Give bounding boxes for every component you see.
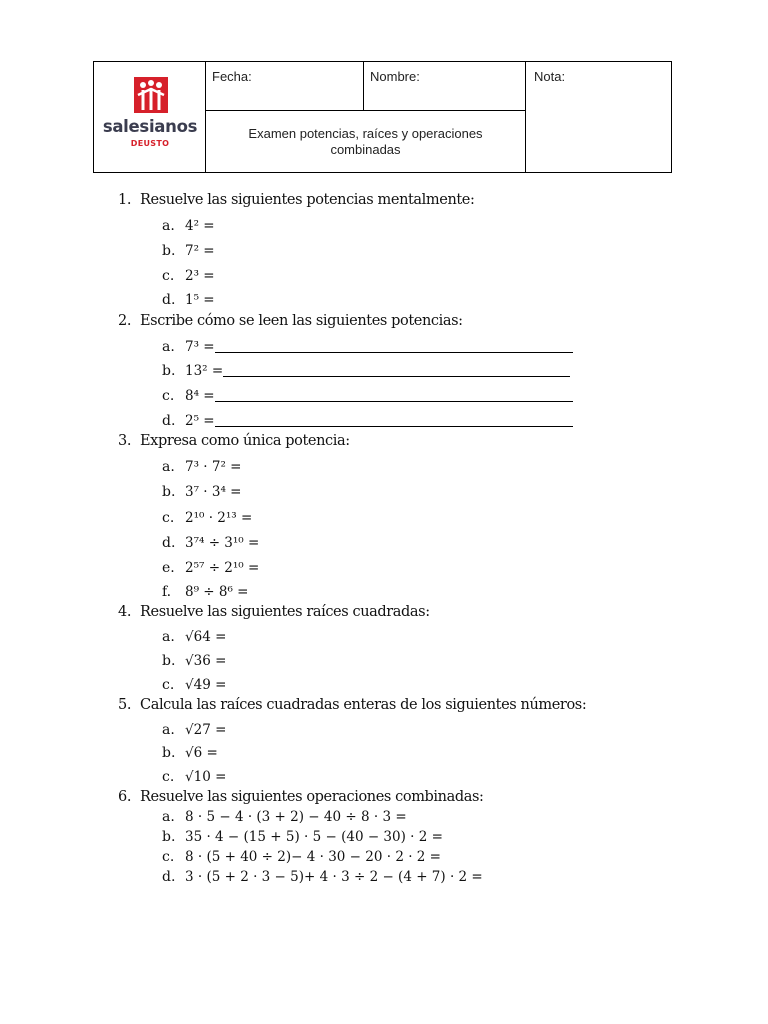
item-expression: √6 = bbox=[185, 745, 218, 761]
item-letter: d. bbox=[162, 292, 176, 308]
item-expression: 3⁷⁴ ÷ 3¹⁰ = bbox=[185, 535, 260, 551]
question-text: Calcula las raíces cuadradas enteras de los siguientes números: bbox=[140, 697, 587, 713]
item-expression: 2¹⁰ · 2¹³ = bbox=[185, 510, 253, 526]
item-expression: 8 · 5 − 4 · (3 + 2) − 40 ÷ 8 · 3 = bbox=[185, 809, 407, 825]
item-3e bbox=[162, 560, 259, 576]
item-2b bbox=[162, 363, 570, 379]
item-4c bbox=[162, 677, 226, 693]
item-1d bbox=[162, 292, 215, 308]
item-expression: 7³ · 7² = bbox=[185, 459, 242, 475]
item-letter: b. bbox=[162, 363, 176, 379]
item-expression: 2⁵⁷ ÷ 2¹⁰ = bbox=[185, 560, 260, 576]
item-letter: a. bbox=[162, 809, 175, 825]
question-number: 4. bbox=[118, 604, 132, 620]
item-expression: 2³ = bbox=[185, 268, 215, 284]
item-letter: a. bbox=[162, 339, 175, 355]
question-text: Resuelve las siguientes potencias mentalmente: bbox=[140, 192, 475, 208]
question-number: 6. bbox=[118, 789, 132, 805]
item-letter: b. bbox=[162, 745, 176, 761]
item-letter: c. bbox=[162, 388, 175, 404]
nota-field[interactable] bbox=[526, 62, 671, 172]
item-3b bbox=[162, 484, 241, 500]
item-letter: b. bbox=[162, 829, 176, 845]
item-expression: 2⁵ = bbox=[185, 413, 215, 429]
question-5 bbox=[118, 697, 586, 713]
fecha-field[interactable] bbox=[206, 62, 364, 111]
item-letter: c. bbox=[162, 677, 175, 693]
question-text: Escribe cómo se leen las siguientes potencias: bbox=[140, 313, 463, 329]
logo-cell bbox=[94, 62, 206, 172]
item-expression: √27 = bbox=[185, 722, 227, 738]
item-letter: a. bbox=[162, 218, 175, 234]
item-expression: √64 = bbox=[185, 629, 227, 645]
item-1c bbox=[162, 268, 215, 284]
logo-text: salesianos bbox=[102, 117, 198, 136]
item-expression: 7³ = bbox=[185, 339, 215, 355]
item-6a bbox=[162, 809, 407, 825]
question-2 bbox=[118, 313, 463, 329]
exam-header-table bbox=[93, 61, 672, 173]
item-expression: 8⁴ = bbox=[185, 388, 215, 404]
item-4a bbox=[162, 629, 226, 645]
item-expression: √36 = bbox=[185, 653, 227, 669]
item-letter: e. bbox=[162, 560, 175, 576]
item-letter: d. bbox=[162, 535, 176, 551]
item-6b bbox=[162, 829, 443, 845]
question-text: Expresa como única potencia: bbox=[140, 433, 350, 449]
item-1b bbox=[162, 243, 215, 259]
question-1 bbox=[118, 192, 474, 208]
question-text: Resuelve las siguientes operaciones combinadas: bbox=[140, 789, 484, 805]
item-expression: 8 · (5 + 40 ÷ 2)− 4 · 30 − 20 · 2 · 2 = bbox=[185, 849, 441, 865]
item-letter: b. bbox=[162, 243, 176, 259]
item-expression: 35 · 4 − (15 + 5) · 5 − (40 − 30) · 2 = bbox=[185, 829, 443, 845]
item-expression: 8⁹ ÷ 8⁶ = bbox=[185, 584, 249, 600]
item-5b bbox=[162, 745, 218, 761]
item-3a bbox=[162, 459, 241, 475]
question-number: 3. bbox=[118, 433, 132, 449]
exam-title: Examen potencias, raíces y operaciones combinadas bbox=[206, 111, 526, 172]
item-5a bbox=[162, 722, 226, 738]
item-expression: 4² = bbox=[185, 218, 215, 234]
item-letter: c. bbox=[162, 849, 175, 865]
item-letter: f. bbox=[162, 584, 172, 600]
question-3 bbox=[118, 433, 350, 449]
question-number: 5. bbox=[118, 697, 132, 713]
question-6 bbox=[118, 789, 484, 805]
item-letter: d. bbox=[162, 413, 176, 429]
item-3c bbox=[162, 510, 252, 526]
item-5c bbox=[162, 769, 226, 785]
item-2a bbox=[162, 339, 573, 355]
item-letter: c. bbox=[162, 769, 175, 785]
item-letter: b. bbox=[162, 484, 176, 500]
answer-line[interactable] bbox=[215, 352, 573, 353]
question-number: 1. bbox=[118, 192, 132, 208]
item-4b bbox=[162, 653, 226, 669]
answer-line[interactable] bbox=[215, 426, 573, 427]
nota-label: Nota: bbox=[534, 69, 566, 84]
item-letter: c. bbox=[162, 268, 175, 284]
fecha-label: Fecha: bbox=[212, 69, 252, 84]
item-1a bbox=[162, 218, 215, 234]
item-letter: d. bbox=[162, 869, 176, 885]
item-6c bbox=[162, 849, 441, 865]
item-2d bbox=[162, 413, 573, 429]
item-2c bbox=[162, 388, 573, 404]
salesianos-logo-icon bbox=[134, 77, 168, 113]
item-expression: 3⁷ · 3⁴ = bbox=[185, 484, 242, 500]
answer-line[interactable] bbox=[215, 401, 573, 402]
item-expression: √10 = bbox=[185, 769, 227, 785]
item-expression: √49 = bbox=[185, 677, 227, 693]
item-3d bbox=[162, 535, 259, 551]
item-6d bbox=[162, 869, 483, 885]
item-expression: 7² = bbox=[185, 243, 215, 259]
nombre-label: Nombre: bbox=[370, 69, 420, 84]
item-letter: a. bbox=[162, 629, 175, 645]
item-3f bbox=[162, 584, 249, 600]
item-letter: c. bbox=[162, 510, 175, 526]
logo-subtext: DEUSTO bbox=[130, 139, 170, 148]
question-text: Resuelve las siguientes raíces cuadradas: bbox=[140, 604, 430, 620]
item-letter: a. bbox=[162, 722, 175, 738]
item-letter: b. bbox=[162, 653, 176, 669]
item-letter: a. bbox=[162, 459, 175, 475]
nombre-field[interactable] bbox=[364, 62, 526, 111]
question-4 bbox=[118, 604, 430, 620]
answer-line[interactable] bbox=[223, 376, 570, 377]
item-expression: 1⁵ = bbox=[185, 292, 215, 308]
item-expression: 13² = bbox=[185, 363, 224, 379]
item-expression: 3 · (5 + 2 · 3 − 5)+ 4 · 3 ÷ 2 − (4 + 7) · 2 = bbox=[185, 869, 483, 885]
question-number: 2. bbox=[118, 313, 132, 329]
